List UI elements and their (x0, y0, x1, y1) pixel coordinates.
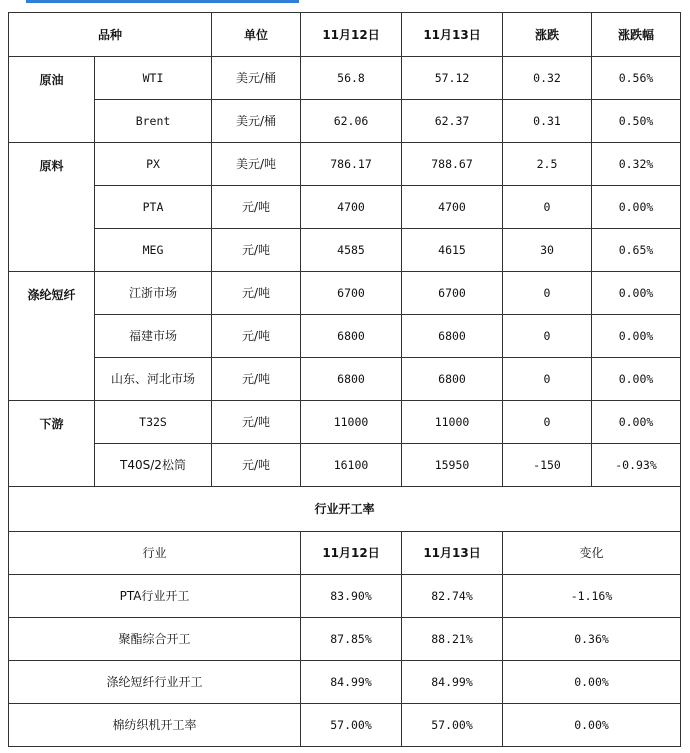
item-unit: 元/吨 (212, 315, 301, 358)
item-change: 30 (503, 229, 592, 272)
rate-date1: 83.90% (301, 575, 402, 618)
item-name: T40S/2松筒 (95, 444, 212, 487)
item-date2-value: 4700 (402, 186, 503, 229)
operating-rate-title: 行业开工率 (9, 487, 681, 532)
item-change-pct: 0.56% (592, 57, 681, 100)
header-variety: 品种 (9, 13, 212, 57)
table-row (9, 661, 681, 704)
rate-date2: 82.74% (402, 575, 503, 618)
table-row (9, 100, 681, 143)
rate-date1: 57.00% (301, 704, 402, 747)
item-change-pct: 0.32% (592, 143, 681, 186)
item-change-pct: 0.50% (592, 100, 681, 143)
item-unit: 元/吨 (212, 401, 301, 444)
item-unit: 元/吨 (212, 358, 301, 401)
header-date1: 11月12日 (301, 13, 402, 57)
item-date2-value: 6800 (402, 315, 503, 358)
rate-change: 0.00% (503, 704, 681, 747)
item-change: 0 (503, 186, 592, 229)
item-date1-value: 6800 (301, 358, 402, 401)
item-date2-value: 788.67 (402, 143, 503, 186)
table-row (9, 618, 681, 661)
rate-date2: 88.21% (402, 618, 503, 661)
item-change-pct: 0.00% (592, 401, 681, 444)
item-date2-value: 4615 (402, 229, 503, 272)
item-change: 2.5 (503, 143, 592, 186)
group-label-crude: 原油 (9, 57, 95, 143)
table-row (9, 358, 681, 401)
item-date1-value: 11000 (301, 401, 402, 444)
item-name: Brent (95, 100, 212, 143)
item-change-pct: 0.00% (592, 272, 681, 315)
item-date1-value: 6700 (301, 272, 402, 315)
item-unit: 美元/桶 (212, 100, 301, 143)
industry-name: 聚酯综合开工 (9, 618, 301, 661)
table-row (9, 315, 681, 358)
item-date1-value: 6800 (301, 315, 402, 358)
item-change: 0 (503, 315, 592, 358)
header-rate-date2: 11月13日 (402, 532, 503, 575)
rate-change: 0.36% (503, 618, 681, 661)
item-change-pct: 0.65% (592, 229, 681, 272)
table-row (9, 704, 681, 747)
item-date2-value: 6800 (402, 358, 503, 401)
header-change-pct: 涨跌幅 (592, 13, 681, 57)
rate-date2: 84.99% (402, 661, 503, 704)
header-change: 涨跌 (503, 13, 592, 57)
item-unit: 元/吨 (212, 229, 301, 272)
item-date1-value: 62.06 (301, 100, 402, 143)
item-unit: 美元/桶 (212, 57, 301, 100)
table-row (9, 272, 681, 315)
item-date1-value: 56.8 (301, 57, 402, 100)
table-row (9, 401, 681, 444)
item-unit: 美元/吨 (212, 143, 301, 186)
item-date1-value: 16100 (301, 444, 402, 487)
price-table (8, 12, 681, 747)
item-date2-value: 6700 (402, 272, 503, 315)
header-unit: 单位 (212, 13, 301, 57)
rate-date1: 87.85% (301, 618, 402, 661)
group-label-downstream: 下游 (9, 401, 95, 487)
table-row (9, 186, 681, 229)
table-row (9, 143, 681, 186)
group-label-raw: 原料 (9, 143, 95, 272)
item-name: PX (95, 143, 212, 186)
rate-change: -1.16% (503, 575, 681, 618)
item-change-pct: 0.00% (592, 315, 681, 358)
table-row (9, 575, 681, 618)
item-name: WTI (95, 57, 212, 100)
operating-rate-header-row (9, 532, 681, 575)
item-date1-value: 4585 (301, 229, 402, 272)
item-unit: 元/吨 (212, 186, 301, 229)
item-change: 0 (503, 358, 592, 401)
header-industry: 行业 (9, 532, 301, 575)
header-rate-change: 变化 (503, 532, 681, 575)
item-change: 0 (503, 401, 592, 444)
item-name: 福建市场 (95, 315, 212, 358)
item-name: T32S (95, 401, 212, 444)
rate-date1: 84.99% (301, 661, 402, 704)
item-change: 0 (503, 272, 592, 315)
item-date2-value: 11000 (402, 401, 503, 444)
item-name: 山东、河北市场 (95, 358, 212, 401)
item-change: -150 (503, 444, 592, 487)
group-label-fiber: 涤纶短纤 (9, 272, 95, 401)
item-date2-value: 15950 (402, 444, 503, 487)
header-rate-date1: 11月12日 (301, 532, 402, 575)
header-date2: 11月13日 (402, 13, 503, 57)
industry-name: 棉纺织机开工率 (9, 704, 301, 747)
item-change-pct: 0.00% (592, 358, 681, 401)
table-row (9, 229, 681, 272)
table-row (9, 444, 681, 487)
top-accent-bar (26, 0, 299, 3)
item-change-pct: -0.93% (592, 444, 681, 487)
item-change: 0.32 (503, 57, 592, 100)
item-name: MEG (95, 229, 212, 272)
item-unit: 元/吨 (212, 444, 301, 487)
item-date2-value: 57.12 (402, 57, 503, 100)
rate-date2: 57.00% (402, 704, 503, 747)
item-name: 江浙市场 (95, 272, 212, 315)
industry-name: PTA行业开工 (9, 575, 301, 618)
item-change-pct: 0.00% (592, 186, 681, 229)
industry-name: 涤纶短纤行业开工 (9, 661, 301, 704)
item-date1-value: 4700 (301, 186, 402, 229)
item-date1-value: 786.17 (301, 143, 402, 186)
rate-change: 0.00% (503, 661, 681, 704)
table-row (9, 57, 681, 100)
item-change: 0.31 (503, 100, 592, 143)
section-title-row (9, 487, 681, 532)
item-unit: 元/吨 (212, 272, 301, 315)
header-row (9, 13, 681, 57)
item-date2-value: 62.37 (402, 100, 503, 143)
item-name: PTA (95, 186, 212, 229)
